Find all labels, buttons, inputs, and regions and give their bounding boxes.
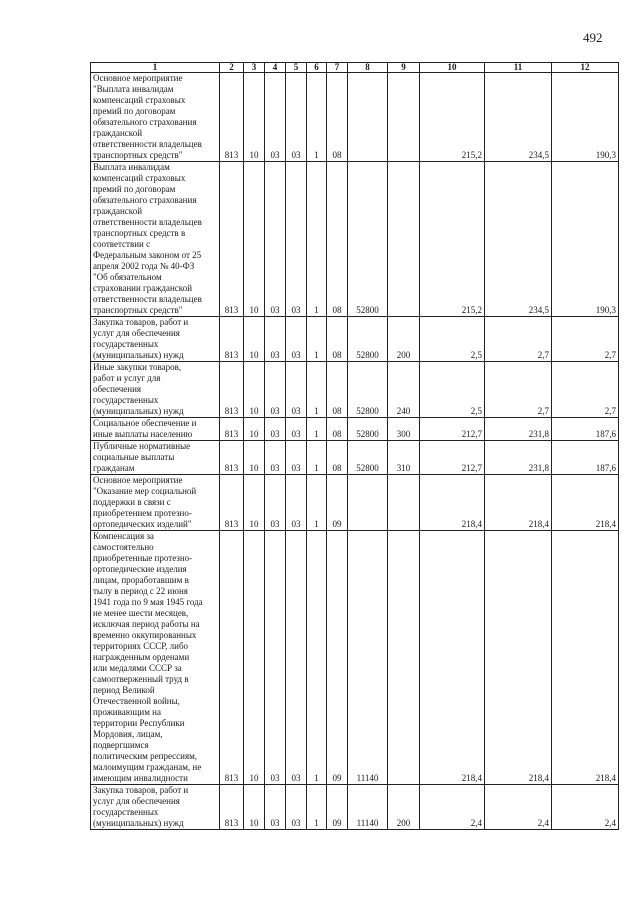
column-header: 10 [420,63,485,73]
column-header: 6 [307,63,327,73]
cell-c12: 190,3 [552,73,619,162]
cell-c8: 52800 [348,317,388,362]
cell-c10: 218,4 [420,475,485,531]
cell-c10: 215,2 [420,162,485,317]
cell-c6: 1 [307,162,327,317]
cell-c3: 10 [244,418,265,441]
cell-c9: 200 [388,317,420,362]
cell-c7: 08 [327,73,348,162]
cell-c9: 300 [388,418,420,441]
cell-c7: 08 [327,441,348,475]
cell-c12: 2,7 [552,317,619,362]
cell-c12: 218,4 [552,475,619,531]
budget-table [90,62,619,830]
cell-c12: 218,4 [552,531,619,785]
cell-c11: 2,7 [485,362,552,418]
cell-c7: 08 [327,317,348,362]
row-name-cell: Иные закупки товаров, работ и услуг для обеспечения государственных (муниципальных) нужд [91,362,220,418]
cell-c4: 03 [265,418,286,441]
cell-c5: 03 [286,418,307,441]
cell-c7: 08 [327,418,348,441]
cell-c6: 1 [307,73,327,162]
cell-c4: 03 [265,317,286,362]
cell-c5: 03 [286,785,307,830]
column-header: 2 [220,63,244,73]
row-name-cell: Закупка товаров, работ и услуг для обеспечения государственных (муниципальных) нужд [91,317,220,362]
cell-c12: 190,3 [552,162,619,317]
cell-c8: 11140 [348,531,388,785]
cell-c11: 218,4 [485,531,552,785]
cell-c9: 240 [388,362,420,418]
cell-c5: 03 [286,73,307,162]
cell-c7: 08 [327,362,348,418]
cell-c8: 52800 [348,441,388,475]
cell-c2: 813 [220,441,244,475]
cell-c3: 10 [244,162,265,317]
cell-c9 [388,531,420,785]
cell-c5: 03 [286,162,307,317]
header-row [91,63,619,73]
table-row [91,475,619,531]
row-name-cell: Выплата инвалидам компенсаций страховых премий по договорам обязательного страхования гражданской ответственности владельцев транспортных средств в соответствии с Федеральным законом от 25 апреля 2002 года № 40-ФЗ "Об обязательном страховании гражданской ответственности владельцев транспортных средств" [91,162,220,317]
cell-c8 [348,475,388,531]
cell-c7: 09 [327,475,348,531]
table-row [91,418,619,441]
cell-c6: 1 [307,441,327,475]
cell-c5: 03 [286,475,307,531]
table-header [91,63,619,73]
column-header: 1 [91,63,220,73]
cell-c8: 52800 [348,418,388,441]
cell-c6: 1 [307,317,327,362]
cell-c9: 200 [388,785,420,830]
cell-c9 [388,475,420,531]
cell-c3: 10 [244,531,265,785]
row-name-cell: Социальное обеспечение и иные выплаты населению [91,418,220,441]
table-body [91,73,619,830]
column-header: 3 [244,63,265,73]
cell-c11: 234,5 [485,162,552,317]
cell-c9: 310 [388,441,420,475]
row-name-cell: Основное мероприятие "Оказание мер социальной поддержки в связи с приобретением протезно- ортопедических изделий" [91,475,220,531]
cell-c2: 813 [220,418,244,441]
column-header: 11 [485,63,552,73]
page-number: 492 [583,30,603,45]
cell-c3: 10 [244,785,265,830]
cell-c10: 2,4 [420,785,485,830]
cell-c4: 03 [265,785,286,830]
cell-c6: 1 [307,785,327,830]
cell-c3: 10 [244,362,265,418]
cell-c10: 2,5 [420,362,485,418]
cell-c7: 09 [327,531,348,785]
cell-c3: 10 [244,73,265,162]
cell-c11: 2,4 [485,785,552,830]
cell-c2: 813 [220,73,244,162]
cell-c2: 813 [220,317,244,362]
cell-c3: 10 [244,475,265,531]
cell-c4: 03 [265,162,286,317]
row-name-cell: Публичные нормативные социальные выплаты гражданам [91,441,220,475]
cell-c2: 813 [220,785,244,830]
cell-c12: 187,6 [552,441,619,475]
table-row [91,441,619,475]
cell-c10: 218,4 [420,531,485,785]
cell-c6: 1 [307,418,327,441]
cell-c10: 212,7 [420,418,485,441]
column-header: 5 [286,63,307,73]
cell-c6: 1 [307,531,327,785]
cell-c5: 03 [286,531,307,785]
cell-c12: 2,4 [552,785,619,830]
cell-c2: 813 [220,475,244,531]
cell-c5: 03 [286,362,307,418]
column-header: 8 [348,63,388,73]
cell-c5: 03 [286,317,307,362]
cell-c3: 10 [244,317,265,362]
cell-c7: 09 [327,785,348,830]
cell-c2: 813 [220,362,244,418]
cell-c8: 52800 [348,362,388,418]
cell-c9 [388,73,420,162]
cell-c4: 03 [265,362,286,418]
cell-c11: 234,5 [485,73,552,162]
cell-c12: 187,6 [552,418,619,441]
cell-c7: 08 [327,162,348,317]
cell-c11: 2,7 [485,317,552,362]
cell-c3: 10 [244,441,265,475]
row-name-cell: Основное мероприятие "Выплата инвалидам компенсаций страховых премий по договорам обязательного страхования гражданской ответственности владельцев транспортных средств" [91,73,220,162]
cell-c11: 231,8 [485,418,552,441]
column-header: 4 [265,63,286,73]
table-row [91,531,619,785]
table-row [91,73,619,162]
column-header: 7 [327,63,348,73]
cell-c11: 231,8 [485,441,552,475]
cell-c10: 212,7 [420,441,485,475]
row-name-cell: Закупка товаров, работ и услуг для обеспечения государственных (муниципальных) нужд [91,785,220,830]
cell-c10: 2,5 [420,317,485,362]
cell-c8 [348,73,388,162]
cell-c8: 52800 [348,162,388,317]
cell-c4: 03 [265,441,286,475]
column-header: 9 [388,63,420,73]
cell-c8: 11140 [348,785,388,830]
table-row [91,317,619,362]
cell-c4: 03 [265,531,286,785]
cell-c4: 03 [265,475,286,531]
table-row [91,162,619,317]
cell-c10: 215,2 [420,73,485,162]
table-row [91,785,619,830]
cell-c11: 218,4 [485,475,552,531]
cell-c5: 03 [286,441,307,475]
table-row [91,362,619,418]
cell-c6: 1 [307,475,327,531]
column-header: 12 [552,63,619,73]
cell-c9 [388,162,420,317]
cell-c4: 03 [265,73,286,162]
cell-c2: 813 [220,531,244,785]
cell-c6: 1 [307,362,327,418]
row-name-cell: Компенсация за самостоятельно приобретенные протезно- ортопедические изделия лицам, проработавшим в тылу в период с 22 июня 1941 года по 9 мая 1945 года не менее шести месяцев, исключая период работы на временно оккупированных территориях СССР, либо награжденным орденами или медалями СССР за самоотверженный труд в период Великой Отечественной войны, проживающим на территории Республики Мордовия, лицам, подвергшимся политическим репрессиям, малоимущим гражданам, не имеющим инвалидности [91,531,220,785]
cell-c2: 813 [220,162,244,317]
cell-c12: 2,7 [552,362,619,418]
